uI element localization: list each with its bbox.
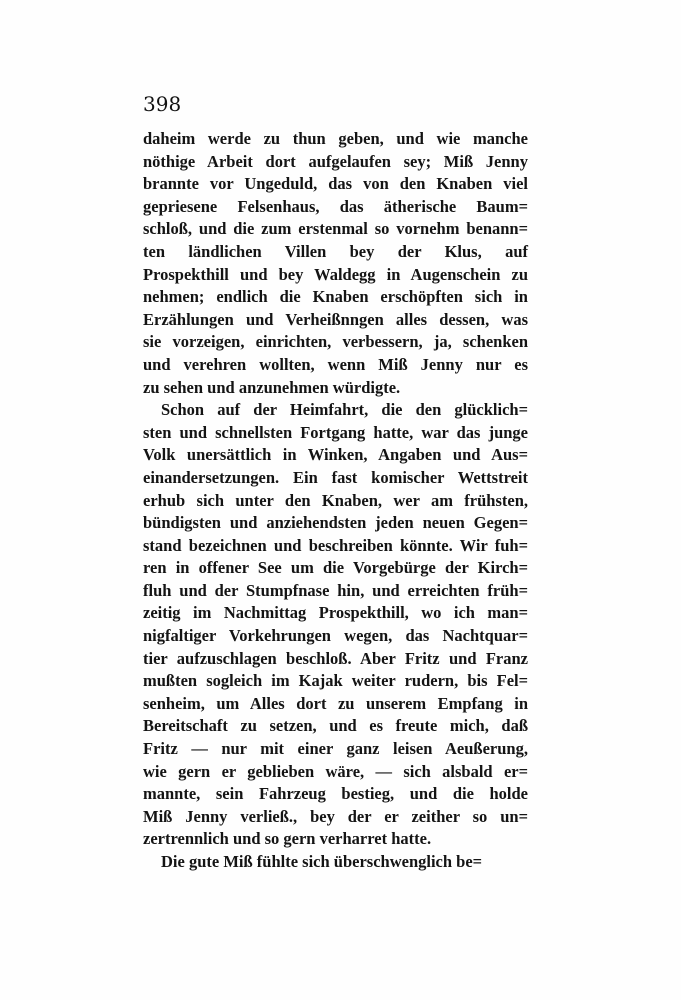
text-line: ren in offener See um die Vorgebürge der Kirch= bbox=[143, 558, 528, 578]
page-body-text bbox=[143, 128, 528, 874]
text-line: zertrennlich und so gern verharret hatte. bbox=[143, 829, 432, 849]
text-line: ten ländlichen Villen bey der Klus, auf bbox=[143, 241, 528, 261]
text-line: sten und schnellsten Fortgang hatte, war das junge bbox=[143, 422, 528, 442]
text-line: nigfaltiger Vorkehrungen wegen, das Nachtquar= bbox=[143, 626, 528, 646]
text-line: nehmen; endlich die Knaben erschöpften sich in bbox=[143, 287, 528, 307]
text-line: daheim werde zu thun geben, und wie manche bbox=[143, 129, 528, 148]
text-line: gepriesene Felsenhaus, das ätherische Baum= bbox=[143, 196, 528, 216]
text-line: bündigsten und anziehendsten jeden neuen Gegen= bbox=[143, 513, 528, 533]
text-line: Miß Jenny verließ., bey der er zeither so un= bbox=[143, 806, 528, 826]
text-line: brannte vor Ungeduld, das von den Knaben viel bbox=[143, 174, 528, 194]
text-line: Prospekthill und bey Waldegg in Augenschein zu bbox=[143, 264, 528, 284]
text-line: mannte, sein Fahrzeug bestieg, und die holde bbox=[143, 784, 528, 804]
text-line: erhub sich unter den Knaben, wer am frühsten, bbox=[143, 490, 528, 510]
text-line: schloß, und die zum erstenmal so vornehm benann= bbox=[143, 219, 528, 239]
text-line: nöthige Arbeit dort aufgelaufen sey; Miß Jenny bbox=[143, 151, 528, 171]
text-line: und verehren wollten, wenn Miß Jenny nur es bbox=[143, 354, 528, 374]
text-line: stand bezeichnen und beschreiben könnte. Wir fuh= bbox=[143, 535, 528, 555]
text-line: zeitig im Nachmittag Prospekthill, wo ich man= bbox=[143, 603, 528, 623]
text-line: sie vorzeigen, einrichten, verbessern, ja, schenken bbox=[143, 332, 528, 352]
text-line: mußten sogleich im Kajak weiter rudern, bis Fel= bbox=[143, 671, 528, 691]
text-line: Schon auf der Heimfahrt, die den glücklich= bbox=[161, 400, 528, 420]
text-line: senheim, um Alles dort zu unserem Empfang in bbox=[143, 693, 528, 713]
text-line: Volk unersättlich in Winken, Angaben und Aus= bbox=[143, 445, 528, 465]
text-line: zu sehen und anzunehmen würdigte. bbox=[143, 377, 401, 397]
text-line: einandersetzungen. Ein fast komischer Wettstreit bbox=[143, 467, 528, 487]
text-line: Fritz — nur mit einer ganz leisen Aeußerung, bbox=[143, 739, 528, 759]
text-line: wie gern er geblieben wäre, — sich alsbald er= bbox=[143, 761, 528, 781]
text-line: tier aufzuschlagen beschloß. Aber Fritz und Franz bbox=[143, 648, 528, 668]
text-line: Erzählungen und Verheißnngen alles dessen, was bbox=[143, 309, 528, 329]
text-line: fluh und der Stumpfnase hin, und erreichten früh= bbox=[143, 580, 528, 600]
text-line: Bereitschaft zu setzen, und es freute mich, daß bbox=[143, 716, 528, 736]
page-number: 398 bbox=[143, 92, 182, 116]
text-line: Die gute Miß fühlte sich überschwenglich be= bbox=[161, 852, 483, 871]
